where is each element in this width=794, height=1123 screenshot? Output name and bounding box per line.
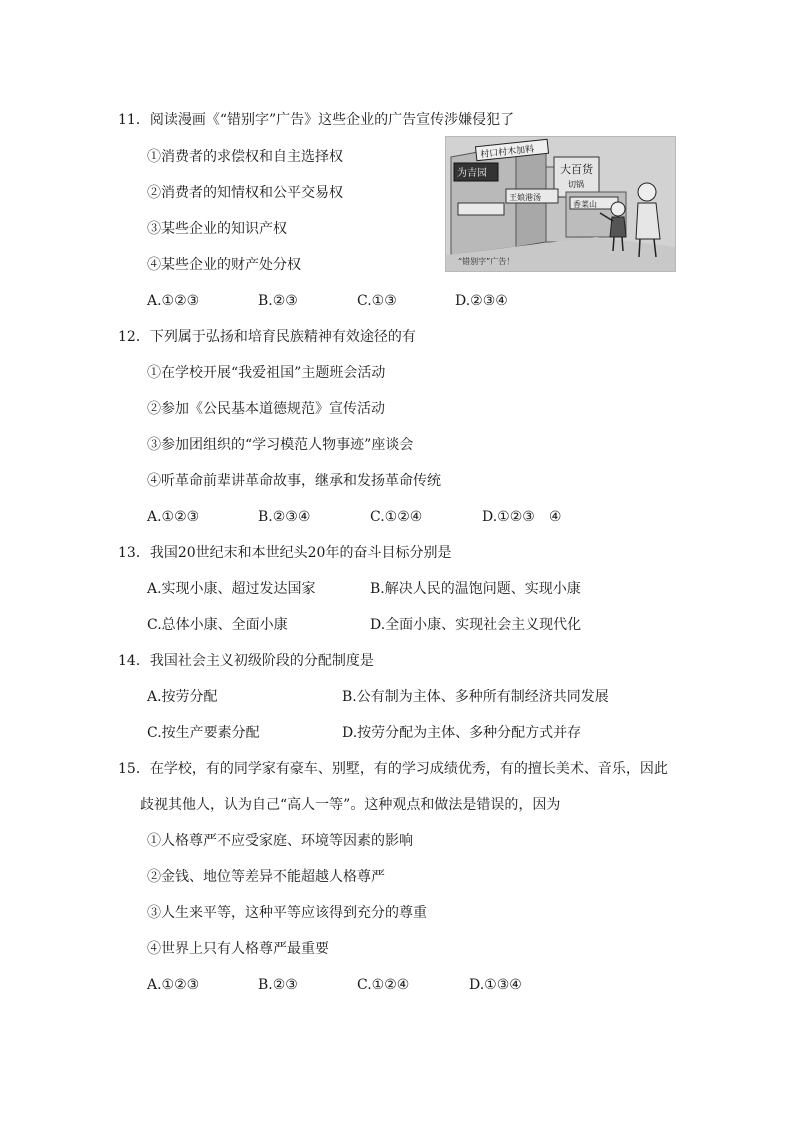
option-a[interactable]: A.①②③ (147, 509, 200, 525)
option-b[interactable]: B.公有制为主体、多种所有制经济共同发展 (342, 689, 609, 705)
cartoon-image (445, 136, 676, 272)
question-15-stem (118, 760, 668, 778)
option-d[interactable]: D.②③④ (455, 293, 508, 309)
option-c[interactable]: C.①②④ (357, 977, 410, 993)
option-c[interactable]: C.按生产要素分配 (147, 725, 260, 741)
q15-item-1: ①人格尊严不应受家庭、环境等因素的影响 (147, 833, 413, 849)
question-number: 14． (118, 653, 150, 669)
option-a[interactable]: A.①②③ (147, 977, 200, 993)
question-text: 在学校，有的同学家有豪车、别墅，有的学习成绩优秀，有的擅长美术、音乐，因此 (149, 761, 668, 777)
q11-item-4: ④某些企业的财产处分权 (147, 257, 301, 273)
q12-item-2: ②参加《公民基本道德规范》宣传活动 (147, 401, 385, 417)
q14-options-row1 (0, 688, 794, 706)
question-15-stem-cont: 歧视其他人，认为自己“高人一等”。这种观点和做法是错误的，因为 (140, 797, 561, 813)
option-b[interactable]: B.解决人民的温饱问题、实现小康 (370, 581, 581, 597)
option-d[interactable]: D.①②③ ④ (482, 509, 562, 525)
question-text: 下列属于弘扬和培育民族精神有效途径的有 (149, 329, 416, 345)
q11-item-1: ①消费者的求偿权和自主选择权 (147, 149, 343, 165)
question-number: 13． (118, 545, 150, 561)
option-c[interactable]: C.①③ (357, 293, 397, 309)
q13-options-row2 (0, 616, 794, 634)
option-a[interactable]: A.实现小康、超过发达国家 (147, 581, 316, 597)
question-number: 11． (118, 112, 150, 128)
question-13-stem (118, 544, 451, 562)
cartoon-sign-6: 香菜山 (573, 200, 597, 209)
option-b[interactable]: B.②③④ (258, 509, 311, 525)
q12-options (0, 508, 794, 526)
q12-item-1: ①在学校开展“我爱祖国”主题班会活动 (147, 365, 386, 381)
option-d[interactable]: D.①③④ (469, 977, 522, 993)
q15-item-4: ④世界上只有人格尊严最重要 (147, 941, 329, 957)
option-c[interactable]: C.总体小康、全面小康 (147, 617, 288, 633)
question-number: 15． (118, 761, 150, 777)
cartoon-sign-4: 切锅 (568, 180, 584, 189)
q11-item-2: ②消费者的知情权和公平交易权 (147, 185, 343, 201)
option-a[interactable]: A.①②③ (147, 293, 200, 309)
q11-item-3: ③某些企业的知识产权 (147, 221, 287, 237)
option-a[interactable]: A.按劳分配 (147, 689, 218, 705)
option-b[interactable]: B.②③ (258, 977, 298, 993)
question-text: 我国社会主义初级阶段的分配制度是 (149, 653, 374, 669)
question-11-stem (118, 111, 514, 129)
question-14-stem (118, 652, 374, 670)
q12-item-4: ④听革命前辈讲革命故事，继承和发扬革命传统 (147, 473, 441, 489)
cartoon-caption: “错别字”广告！ (458, 257, 515, 266)
q15-options (0, 976, 794, 994)
q12-item-3: ③参加团组织的“学习模范人物事迹”座谈会 (147, 437, 414, 453)
cartoon-sign-1: 村口村木加料 (479, 144, 535, 161)
option-c[interactable]: C.①②④ (370, 509, 423, 525)
question-text: 阅读漫画《“错别字”广告》这些企业的广告宣传涉嫌侵犯了 (149, 112, 515, 128)
q11-options (0, 292, 794, 310)
cartoon-sign-5: 王娘港汤 (509, 193, 541, 202)
question-number: 12． (118, 329, 150, 345)
q14-options-row2 (0, 724, 794, 742)
q15-item-3: ③人生来平等，这种平等应该得到充分的尊重 (147, 905, 427, 921)
option-d[interactable]: D.全面小康、实现社会主义现代化 (370, 617, 582, 633)
question-text: 我国20世纪末和本世纪头20年的奋斗目标分别是 (149, 545, 452, 561)
option-b[interactable]: B.②③ (258, 293, 298, 309)
q15-item-2: ②金钱、地位等差异不能超越人格尊严 (147, 869, 385, 885)
q13-options-row1 (0, 580, 794, 598)
cartoon-sign-2: 为吉园 (457, 168, 487, 179)
question-12-stem (118, 328, 416, 346)
option-d[interactable]: D.按劳分配为主体、多种分配方式并存 (342, 725, 582, 741)
cartoon-sign-3: 大百货 (560, 163, 593, 176)
